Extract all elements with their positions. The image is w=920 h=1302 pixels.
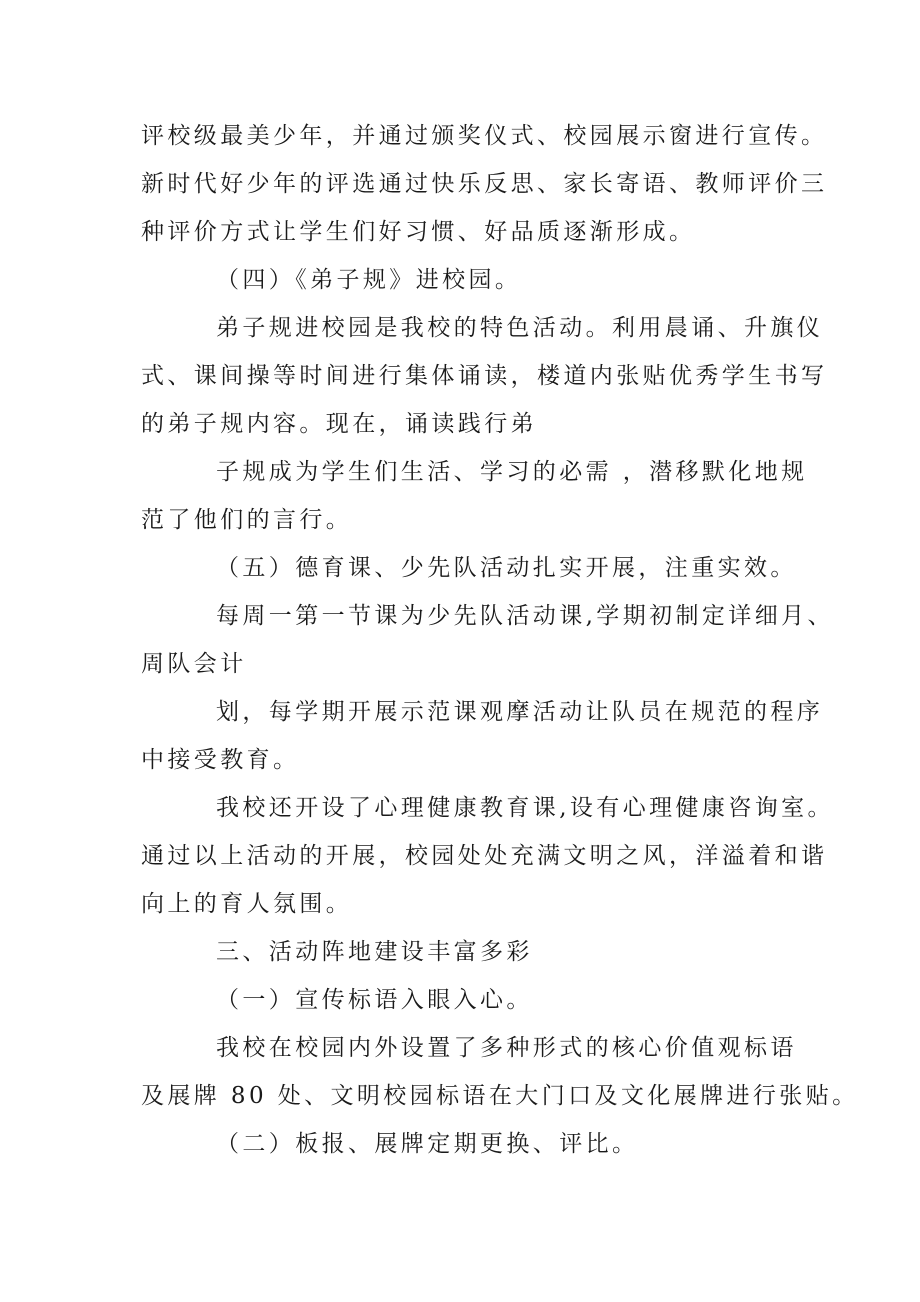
- paragraph-line-14: 中接受教育。: [141, 747, 300, 773]
- paragraph-line-9: 范了他们的言行。: [141, 507, 353, 533]
- paragraph-line-3: 种评价方式让学生们好习惯、好品质逐渐形成。: [141, 219, 696, 245]
- subsection-heading-1: （一）宣传标语入眼入心。: [216, 987, 533, 1013]
- paragraph-line-20: 我校在校园内外设置了多种形式的核心价值观标语: [216, 1035, 797, 1061]
- paragraph-line-21: 及展牌 80 处、文明校园标语在大门口及文化展牌进行张贴。: [141, 1083, 859, 1109]
- paragraph-line-6: 式、课间操等时间进行集体诵读，楼道内张贴优秀学生书写: [141, 363, 828, 389]
- paragraph-line-13: 划，每学期开展示范课观摩活动让队员在规范的程序: [216, 699, 824, 725]
- paragraph-line-15: 我校还开设了心理健康教育课,设有心理健康咨询室。: [216, 795, 834, 821]
- section-heading-3: 三、活动阵地建设丰富多彩: [216, 939, 533, 965]
- paragraph-line-11: 每周一第一节课为少先队活动课,学期初制定详细月、: [216, 603, 834, 629]
- paragraph-line-12: 周队会计: [141, 651, 247, 677]
- paragraph-line-1: 评校级最美少年，并通过颁奖仪式、校园展示窗进行宣传。: [141, 123, 828, 149]
- paragraph-line-8: 子规成为学生们生活、学习的必需 ，潜移默化地规: [216, 459, 808, 485]
- paragraph-line-16: 通过以上活动的开展，校园处处充满文明之风，洋溢着和谐: [141, 843, 828, 869]
- paragraph-line-5: 弟子规进校园是我校的特色活动。利用晨诵、升旗仪: [216, 315, 824, 341]
- section-heading-5: （五）德育课、少先队活动扎实开展，注重实效。: [216, 555, 797, 581]
- subsection-heading-2: （二）板报、展牌定期更换、评比。: [216, 1131, 639, 1157]
- paragraph-line-2: 新时代好少年的评选通过快乐反思、家长寄语、教师评价三: [141, 171, 828, 197]
- paragraph-line-17: 向上的育人氛围。: [141, 891, 353, 917]
- paragraph-line-7: 的弟子规内容。现在，诵读践行弟: [141, 411, 537, 437]
- section-heading-4: （四）《弟子规》进校园。: [216, 267, 522, 293]
